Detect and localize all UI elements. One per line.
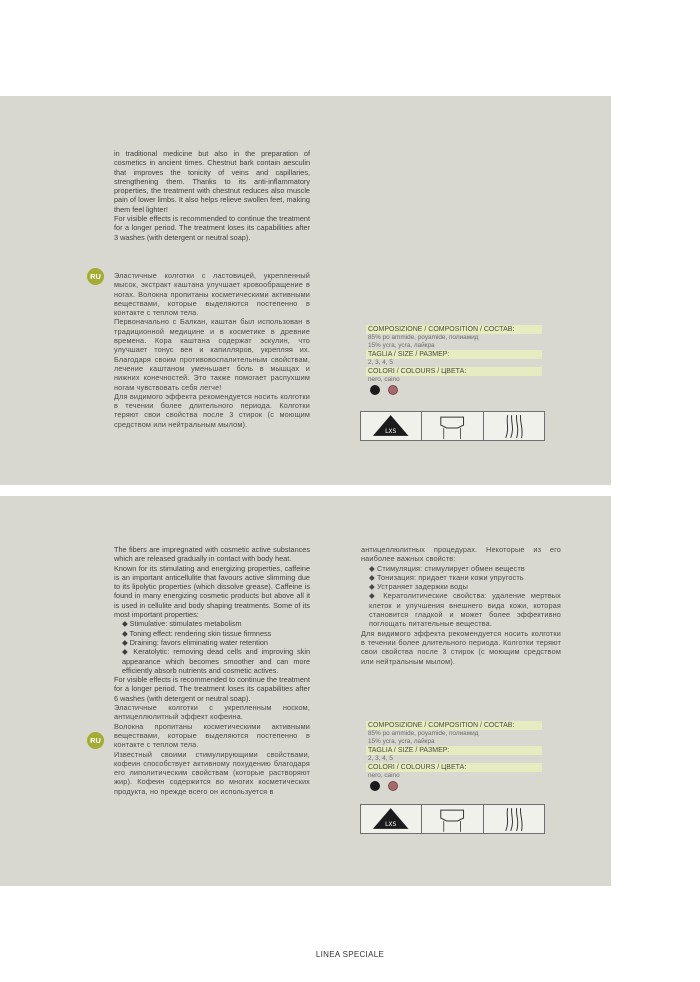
size-header: TAGLIA / SIZE / РАЗМЕР: bbox=[366, 350, 542, 359]
page-footer: LINEA SPECIALE bbox=[315, 950, 385, 959]
ru-bullet: ◆ Устраняет задержки воды bbox=[369, 582, 468, 592]
tights-legs-icon bbox=[484, 412, 544, 440]
ru-closing: Для видимого эффекта рекомендуется носить колготки в течении более длительного периода. Колготки теряют свои свойства после 3 стирок (с моющим средством или нейтральным мылом). bbox=[361, 628, 561, 666]
color-swatch-nero bbox=[370, 781, 380, 791]
composition-line: 15% ycra, ycra, лайкра bbox=[368, 342, 435, 349]
ru-language-badge: RU bbox=[87, 268, 104, 285]
ru-language-badge: RU bbox=[87, 732, 104, 749]
color-swatches bbox=[366, 780, 542, 793]
brand-logo-icon bbox=[361, 412, 422, 440]
en-paragraph: Known for its stimulating and energizing properties, caffeine is an important anticellulite that favours active slimming due to its lipolytic properties (which dissolve grease). Caffeine is found in many energizing cosmetic products but above all it is used in cellulite and body shaping treatments. Some of its most important properties: bbox=[114, 563, 310, 620]
en-closing: For visible effects is recommended to continue the treatment for a longer period. The treatment loses its capabilities after 6 washes (with detergent or neutral soap). bbox=[114, 675, 310, 703]
ru-paragraph: Известный своими стимулирующими свойствами, кофеин способствует активному похудению благодаря его липолитическим свойствам (которые растворяют жир). Кофеин содержится во многих косметических продукта, но прежде всего он используется в bbox=[114, 749, 310, 796]
ru-paragraph: Для видимого эффекта рекомендуется носить колготки в течении более длительного периода. Колготки теряют свои свойства после 3 стирок (с моющим средством или нейтральным мылом). bbox=[114, 391, 310, 429]
en-description-2 bbox=[114, 545, 310, 796]
composition-line: 15% ycra, ycra, лайкра bbox=[368, 738, 435, 745]
ru-paragraph: Эластичные колготки с укрепленным носком, антицеллюлитный эффект кофеина. bbox=[114, 703, 310, 722]
size-header: TAGLIA / SIZE / РАЗМЕР: bbox=[366, 746, 542, 755]
color-values: nero, caino bbox=[368, 772, 400, 779]
en-bullet: ◆ Stimulative: stimulates metabolism bbox=[122, 619, 242, 629]
color-swatch-caino bbox=[388, 781, 398, 791]
size-values: 2, 3, 4, 5 bbox=[368, 755, 393, 762]
en-bullet: ◆ Toning effect: rendering skin tissue firmness bbox=[122, 628, 272, 638]
en-bullet: ◆ Draining: favors eliminating water retention bbox=[122, 637, 268, 647]
ru-intro: антицеллюлитных процедурах. Некоторые из его наиболее важных свойств: bbox=[361, 545, 561, 564]
logo-text: LXS bbox=[385, 820, 397, 828]
spec-table-2 bbox=[366, 721, 542, 793]
color-swatches bbox=[366, 384, 542, 397]
product-icons-2 bbox=[360, 804, 545, 834]
briefs-icon bbox=[422, 412, 483, 440]
size-values: 2, 3, 4, 5 bbox=[368, 359, 393, 366]
spec-table-1 bbox=[366, 325, 542, 397]
logo-text: LXS bbox=[385, 427, 397, 435]
brand-logo-icon bbox=[361, 805, 422, 833]
tights-legs-icon bbox=[484, 805, 544, 833]
en-paragraph: For visible effects is recommended to continue the treatment for a longer period. The treatment loses its capabilities after 3 washes (with detergent or neutral soap). bbox=[114, 214, 310, 242]
ru-paragraph: Первоначально с Балкан, каштан был использован в традиционной медицине и в косметике в древние времена. Кора каштана содержат эскулин, что улучшает тонус вен и капилляров, укрепляя их. Благодаря своим противовоспалительным свойствам, лечение каштаном уменьшает боль в мышцах и нижних конечностей. Это также помогает распухшим ногам чувствовать себя легче! bbox=[114, 317, 310, 392]
briefs-icon bbox=[422, 805, 483, 833]
composition-header: COMPOSIZIONE / COMPOSITION / СОСТАВ: bbox=[366, 721, 542, 730]
ru-bullet: ◆ Стимуляция: стимулирует обмен веществ bbox=[369, 563, 525, 573]
composition-line: 85% po ammide, poyamide, полиамид bbox=[368, 730, 479, 737]
ru-paragraph: Волокна пропитаны косметическими активными веществами, которые выделяются постепенно в контакте с теплом тела. bbox=[114, 721, 310, 750]
colors-header: COLORI / COLOURS / ЦВЕТА: bbox=[366, 367, 542, 376]
color-swatch-nero bbox=[370, 385, 380, 395]
ru-paragraph: Эластичные колготки с ластовицей, укрепленный мысок, экстракт каштана улучшает кровообращение в ногах. Волокна пропитаны косметическими активными веществами, которые выделяются постепенно в контакте с теплом тела. bbox=[114, 271, 310, 318]
en-description-1 bbox=[114, 149, 310, 242]
color-swatch-caino bbox=[388, 385, 398, 395]
color-values: nero, caino bbox=[368, 376, 400, 383]
colors-header: COLORI / COLOURS / ЦВЕТА: bbox=[366, 763, 542, 772]
ru-bullet: ◆ Тонизация: придает ткани кожи упругость bbox=[369, 572, 524, 582]
en-paragraph: in traditional medicine but also in the preparation of cosmetics in ancient times. Chestnut bark contain aesculin that improves the tonicity of veins and capillaries, strengthening them. Thanks to its anti-inflammatory properties, the treatment with chestnut reduces also muscle pain of lower limbs. It also helps relieve swollen feet, making them feel lighter! bbox=[114, 149, 310, 214]
ru-description-2 bbox=[361, 545, 561, 666]
en-bullet: ◆ Keratolytic: removing dead cells and improving skin appearance which becomes smoother and can more efficiently absorb nutrients and cosmetic actives. bbox=[122, 647, 310, 675]
en-paragraph: The fibers are impregnated with cosmetic active substances which are released gradually in contact with body heat. bbox=[114, 545, 310, 564]
ru-bullet: ◆ Кератолитические свойства: удаление мертвых клеток и улучшения внешнего вида кожи, которая становится гладкой и может более эффективно поглощать питательные вещества. bbox=[369, 591, 561, 629]
composition-header: COMPOSIZIONE / COMPOSITION / СОСТАВ: bbox=[366, 325, 542, 334]
ru-description-1 bbox=[114, 271, 310, 429]
composition-line: 85% po ammide, poyamide, полиамид bbox=[368, 334, 479, 341]
product-icons-1 bbox=[360, 411, 545, 441]
